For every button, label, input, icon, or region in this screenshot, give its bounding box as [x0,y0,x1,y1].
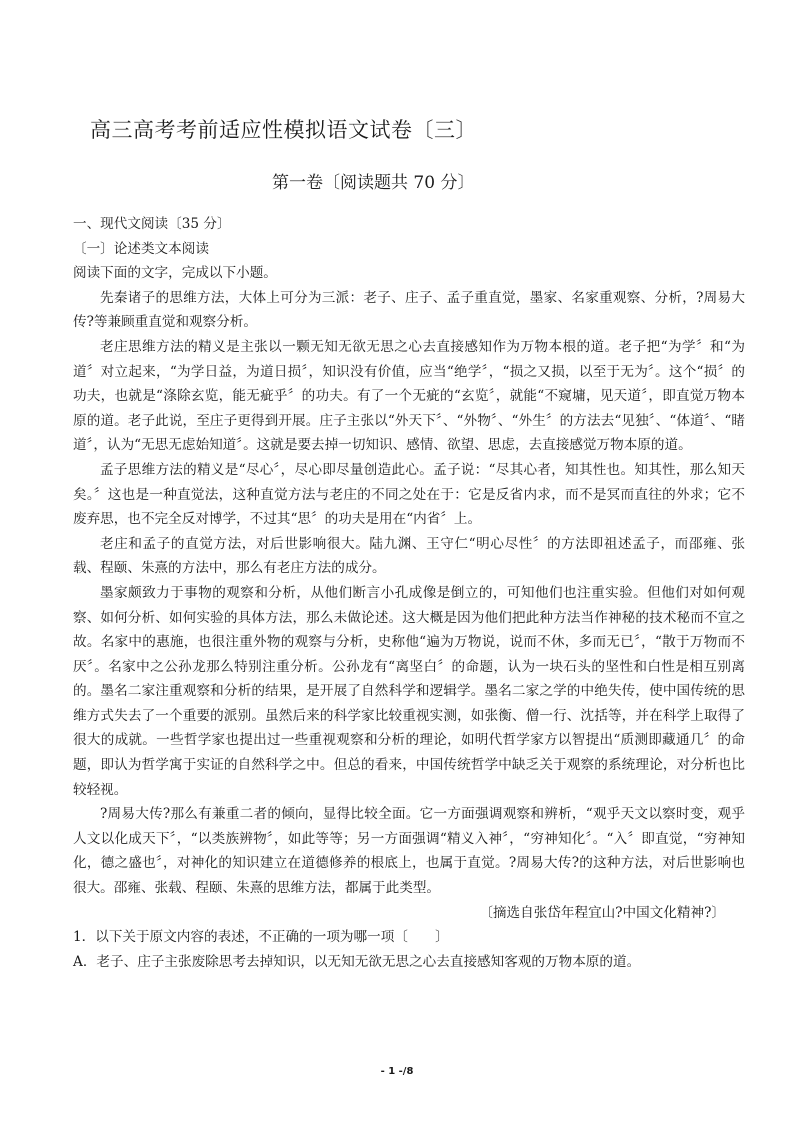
passage-paragraph-4: 老庄和孟子的直觉方法，对后世影响很大。陆九渊、王守仁“明心尽性〞的方法即祖述孟子，而邵雍、张载、程颐、朱熹的方法中，那么有老庄方法的成分。 [73,535,745,577]
question-option-a: A．老子、庄子主张废除思考去掉知识，以无知无欲无思之心去直接感知客观的万物本原的道。 [73,953,641,970]
passage-paragraph-1: 先秦诸子的思维方法，大体上可分为三派：老子、庄子、孟子重直觉，墨家、名家重观察、分析，?周易大传?等兼顾重直觉和观察分析。 [73,289,745,331]
section-subheading: 〔一〕论述类文本阅读 [73,240,209,257]
passage-paragraph-5: 墨家颇致力于事物的观察和分析，从他们断言小孔成像是倒立的，可知他们也注重实验。但他们对如何观察、如何分析、如何实验的具体方法，那么未做论述。这大概是因为他们把此种方法当作神秘的技术秘而不宣之故。名家中的惠施，也很注重外物的观察与分析，史称他“遍为万物说，说而不休，多而无已〞，“散于万物而不厌〞。名家中之公孙龙那么特别注重分析。公孙龙有“离坚白〞的命题，认为一块石头的坚性和白性是相互别离的。墨名二家注重观察和分析的结果，是开展了自然科学和逻辑学。墨名二家之学的中绝失传，使中国传统的思维方式失去了一个重要的派别。虽然后来的科学家比较重视实测，如张衡、僧一行、沈括等，并在科学上取得了很大的成就。一些哲学家也提出过一些重视观察和分析的理论，如明代哲学家方以智提出“质测即藏通几〞的命题，即认为哲学寓于实证的自然科学之中。但总的看来，中国传统哲学中缺乏关于观察的系统理论，对分析也比较轻视。 [73,584,745,798]
part-title: 第一卷〔阅读题共 70 分〕 [272,173,475,193]
passage-source: 〔摘选自张岱年程宜山?中国文化精神?〕 [479,904,725,921]
passage-paragraph-2: 老庄思维方法的精义是主张以一颗无知无欲无思之心去直接感知作为万物本根的道。老子把“为学〞和“为道〞对立起来，“为学日益，为道日损〞，知识没有价值，应当“绝学〞，“损之又损，以至于无为〞。这个“损〞的功夫，也就是“涤除玄览，能无疵乎〞的功夫。有了一个无疵的“玄览〞，就能“不窥墉，见天道〞，即直觉万物本原的道。老子此说，至庄子更得到开展。庄子主张以“外天下〞、“外物〞、“外生〞的方法去“见独〞、“体道〞、“睹道〞，认为“无思无虑始知道〞。这就是要去掉一切知识、感情、欲望、思虑，去直接感觉万物本原的道。 [73,338,745,454]
document-body [73,212,745,974]
question-stem: 1．以下关于原文内容的表述，不正确的一项为哪一项〔 〕 [73,929,449,946]
reading-instruction: 阅读下面的文字，完成以下小题。 [73,265,277,282]
passage-paragraph-6: ?周易大传?那么有兼重二者的倾向，显得比较全面。它一方面强调观察和辨析，“观乎天文以察时变，观乎人文以化成天下〞，“以类族辨物〞，如此等等；另一方面强调“精义入神〞，“穷神知化〞。“入〞即直觉，“穷神知化，德之盛也〞，对神化的知识建立在道德修养的根底上，也属于直觉。?周易大传?的这种方法，对后世影响也很大。邵雍、张载、程颐、朱熹的思维方法，都属于此类型。 [73,806,745,897]
passage-paragraph-3: 孟子思维方法的精义是“尽心〞，尽心即尽量创造此心。孟子说：“尽其心者，知其性也。知其性，那么知天矣。〞这也是一种直觉法，这种直觉方法与老庄的不同之处在于：它是反省内求，而不是冥而直往的外求；它不废弃思，也不完全反对博学，不过其“思〞的功夫是用在“内省〞上。 [73,461,745,528]
section-heading: 一、现代文阅读〔35 分〕 [73,216,231,232]
page-title: 高三高考考前适应性模拟语文试卷〔三〕 [90,118,477,142]
page-number: - 1 -/8 [380,1066,414,1077]
